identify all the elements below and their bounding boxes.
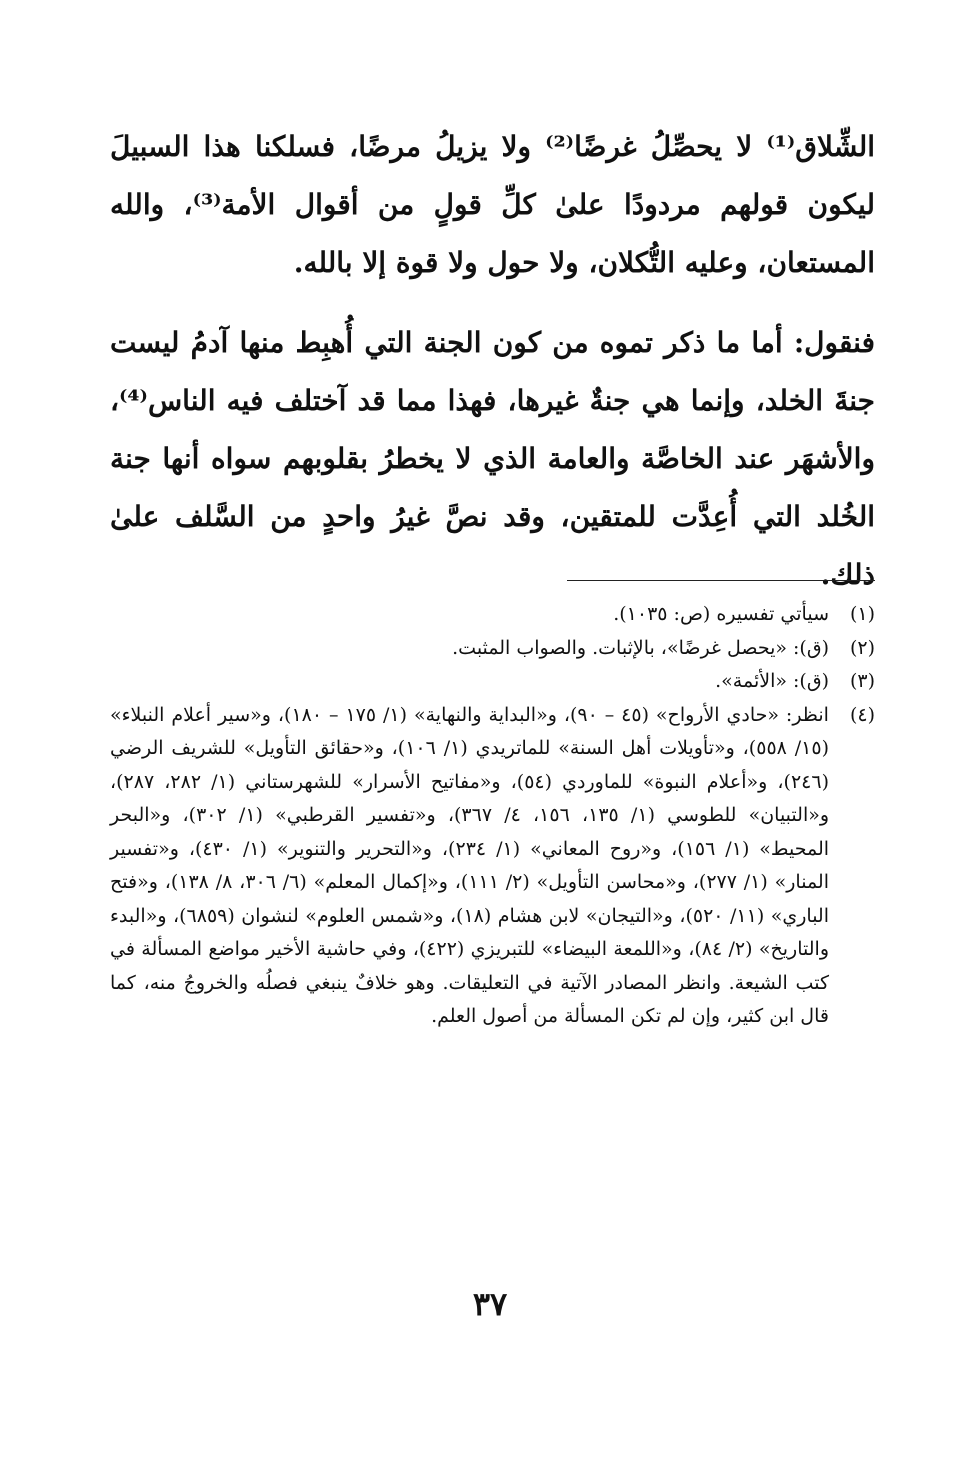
- footnote-2: [110, 632, 875, 666]
- footnote-text: انظر: «حادي الأرواح» (٤٥ – ٩٠)، و«البداية والنهاية» (١/ ١٧٥ – ١٨٠)، و«سير أعلام النبلاء» (١٥/ ٥٥٨)، و«تأويلات أهل السنة» للماتريدي (١/ ١٠٦)، و«حقائق التأويل» للشريف الرضي (٢٤٦)، و«أعلام النبوة» للماوردي (٥٤)، و«مفاتيح الأسرار» للشهرستاني (١/ ٢٨٢، ٢٨٧)، و«التبيان» للطوسي (١/ ١٣٥، ١٥٦، ٤/ ٣٦٧)، و«تفسير القرطبي» (١/ ٣٠٢)، و«البحر المحيط» (١/ ١٥٦)، و«روح المعاني» (١/ ٢٣٤)، و«التحرير والتنوير» (١/ ٤٣٠)، و«تفسير المنار» (١/ ٢٧٧)، و«محاسن التأويل» (٢/ ١١١)، و«إكمال المعلم» (٦/ ٣٠٦، ٨/ ١٣٨)، و«فتح الباري» (١١/ ٥٢٠)، و«التيجان» لابن هشام (١٨)، و«شمس العلوم» لنشوان (٦٨٥٩)، و«البدء والتاريخ» (٢/ ٨٤)، و«اللمعة البيضاء» للتبريزي (٤٢٢)، وفي حاشية الأخير مواضع المسألة في كتب الشيعة. وانظر المصادر الآتية في التعليقات. وهو خلافٌ ينبغي فصلُه والخروجُ منه، كما قال ابن كثير، وإن لم تكن المسألة من أصول العلم.: [110, 703, 830, 1027]
- footnote-text: (ق): «يحصل غرضًا»، بالإثبات. والصواب المثبت.: [452, 636, 829, 659]
- footnote-3: [110, 665, 875, 699]
- footnote-number: (٤): [849, 703, 875, 726]
- footnote-number: (١): [849, 603, 875, 625]
- footnote-4: [110, 699, 875, 1034]
- paragraph-2: [110, 314, 875, 604]
- paragraph-2-lead: فنقول:: [793, 326, 875, 359]
- paragraph-2-text: أما ما ذكر تموه من كون الجنة التي أُهبِط منها آدمُ ليست جنةَ الخلد، وإنما هي جنةٌ غيرها، فهذا مما قد آختلف فيه الناس⁽⁴⁾، والأشهَر عند الخاصَّة والعامة الذي لا يخطرُ بقلوبهم سواه أنها جنة الخُلد التي أُعِدَّت للمتقين، وقد نصَّ غيرُ واحدٍ من السَّلف علىٰ ذلك.: [110, 326, 875, 591]
- page-number: ٣٧: [472, 1285, 508, 1323]
- footnote-number: (٢): [849, 636, 875, 659]
- footnote-text: (ق): «الأئمة».: [715, 670, 829, 692]
- footnote-number: (٣): [849, 670, 875, 692]
- main-text-block: [110, 118, 875, 604]
- footnote-1: [110, 598, 875, 632]
- paragraph-1: الشِّلاق⁽¹⁾ لا يحصِّلُ غرضًا⁽²⁾ ولا يزيلُ مرضًا، فسلكنا هذا السبيلَ ليكون قولهم مردودًا علىٰ كلِّ قولٍ من أقوال الأمة⁽³⁾، والله المستعان، وعليه التُّكلان، ولا حول ولا قوة إلا بالله.: [110, 130, 875, 279]
- footnotes-section: [110, 598, 875, 1034]
- footnote-text: سيأتي تفسيره (ص: ١٠٣٥).: [613, 603, 829, 625]
- footnote-separator: [567, 580, 875, 581]
